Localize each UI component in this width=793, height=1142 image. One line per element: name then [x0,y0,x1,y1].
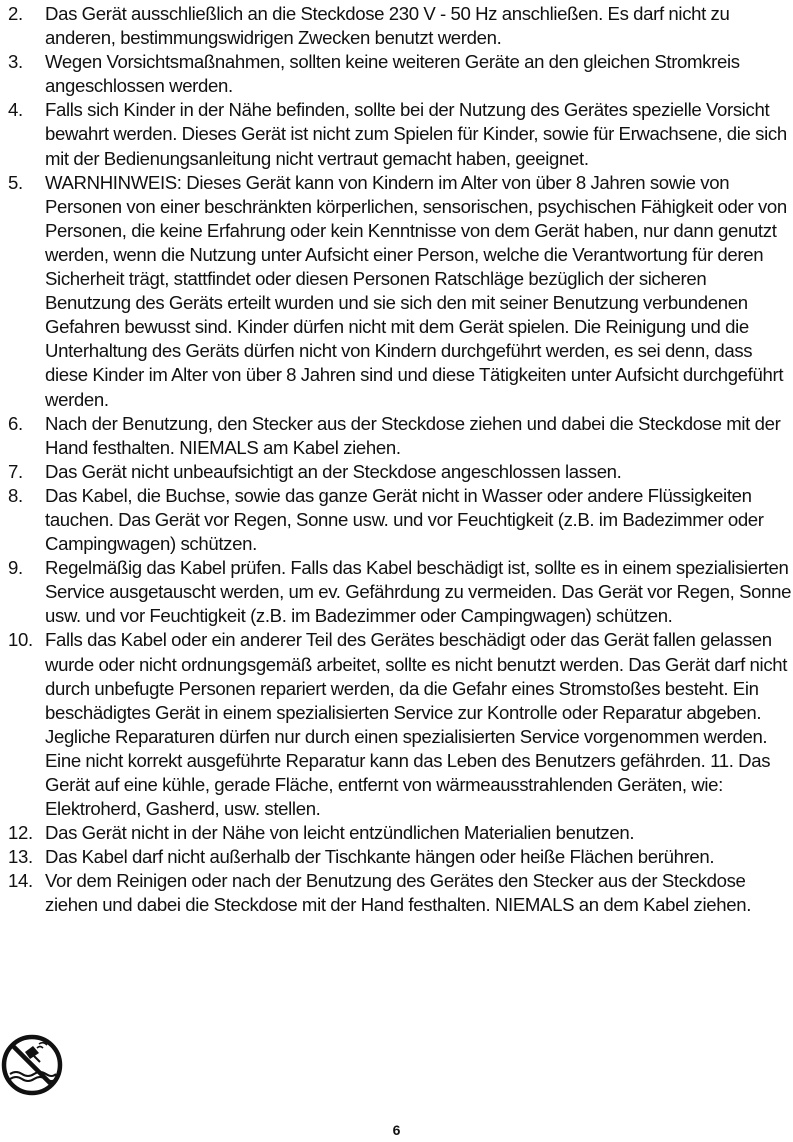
item-text: Regelmäßig das Kabel prüfen. Falls das Kabel beschädigt ist, sollte es in einem spezialisierten Service ausgetauscht werden, um ev. Gefährdung zu vermeiden. Das Gerät vor Regen, Sonne usw. und vor Feuchtigkeit (z.B. im Badezimmer oder Campingwagen) schützen. [45,557,792,627]
item-number: 9. [8,557,23,579]
list-item [8,484,793,556]
item-number: 12. [8,822,33,844]
list-item [8,50,793,98]
item-text: Wegen Vorsichtsmaßnahmen, sollten keine weiteren Geräte an den gleichen Stromkreis angeschlossen werden. [45,51,740,97]
list-item [8,460,793,484]
item-text: Das Gerät nicht unbeaufsichtigt an der Steckdose angeschlossen lassen. [45,460,622,482]
item-text: Nach der Benutzung, den Stecker aus der Steckdose ziehen und dabei die Steckdose mit der Hand festhalten. NIEMALS am Kabel ziehen. [45,412,781,458]
list-item [8,171,793,412]
item-text: Vor dem Reinigen oder nach der Benutzung des Gerätes den Stecker aus der Steckdose ziehen und dabei die Steckdose mit der Hand festhalten. NIEMALS an dem Kabel ziehen. [45,870,752,916]
list-item [8,556,793,628]
item-text: Falls das Kabel oder ein anderer Teil des Gerätes beschädigt oder das Gerät fallen gelassen wurde oder nicht ordnungsgemäß arbeitet, sollte es nicht benutzt werden. Das Gerät darf nicht durch unbefugte Personen repariert werden, da die Gefahr eines Stromstoßes besteht. Ein beschädigtes Gerät in einem spezialisierten Service zur Kontrolle oder Reparatur abgeben. Jegliche Reparaturen dürfen nur durch einen spezialisierten Service vorgenommen werden. Eine nicht korrekt ausgeführte Reparatur kann das Leben des Benutzers gefährden. 11. Das Gerät auf eine kühle, gerade Fläche, entfernt von wärmeausstrahlenden Geräten, wie: Elektroherd, Gasherd, usw. stellen. [45,629,788,820]
item-number: 10. [8,629,33,651]
item-text: WARNHINWEIS: Dieses Gerät kann von Kindern im Alter von über 8 Jahren sowie von Personen von einer beschränkten körperlichen, sensorischen, psychischen Fähigkeit oder von Personen, die keine Erfahrung oder kein Kenntnisse von dem Gerät haben, nur dann genutzt werden, wenn die Nutzung unter Aufsicht einer Person, welche die Verantwortung für deren Sicherheit trägt, stattfindet oder diesen Personen Ratschläge bezüglich der sicheren Benutzung des Geräts erteilt wurden und sie sich den mit seiner Benutzung verbundenen Gefahren bewusst sind. Kinder dürfen nicht mit dem Gerät spielen. Die Reinigung und die Unterhaltung des Geräts dürfen nicht von Kindern durchgeführt werden, es sei denn, dass diese Kinder im Alter von über 8 Jahren sind und diese Tätigkeiten unter Aufsicht durchgeführt werden. [45,171,787,410]
item-number: 5. [8,171,23,193]
page-number: 6 [392,1122,401,1138]
list-item [8,412,793,460]
item-text: Falls sich Kinder in der Nähe befinden, sollte bei der Nutzung des Gerätes spezielle Vorsicht bewahrt werden. Dieses Gerät ist nicht zum Spielen für Kinder, sowie für Erwachsene, die sich mit der Bedienungsanleitung nicht vertraut gemacht haben, geeignet. [45,99,787,169]
item-text: Das Gerät nicht in der Nähe von leicht entzündlichen Materialien benutzen. [45,822,635,844]
list-item [8,628,793,821]
item-number: 14. [8,870,33,892]
list-item [8,821,793,845]
item-number: 4. [8,99,23,121]
item-text: Das Gerät ausschließlich an die Steckdose 230 V - 50 Hz anschließen. Es darf nicht zu anderen, bestimmungswidrigen Zwecken benutzt werden. [45,3,730,49]
list-item [8,869,793,917]
list-item [8,2,793,50]
item-text: Das Kabel, die Buchse, sowie das ganze Gerät nicht in Wasser oder andere Flüssigkeiten tauchen. Das Gerät vor Regen, Sonne usw. und vor Feuchtigkeit (z.B. im Badezimmer oder Campingwagen) schützen. [45,484,764,555]
item-number: 13. [8,846,33,868]
item-number: 3. [8,51,23,73]
item-text: Das Kabel darf nicht außerhalb der Tischkante hängen oder heiße Flächen berühren. [45,846,715,868]
item-number: 8. [8,484,23,506]
item-number: 6. [8,412,23,434]
item-number: 7. [8,460,23,482]
item-number: 2. [8,3,23,24]
list-item [8,98,793,170]
no-water-immersion-icon [1,1034,63,1096]
safety-instructions-list [8,2,793,918]
list-item [8,845,793,869]
